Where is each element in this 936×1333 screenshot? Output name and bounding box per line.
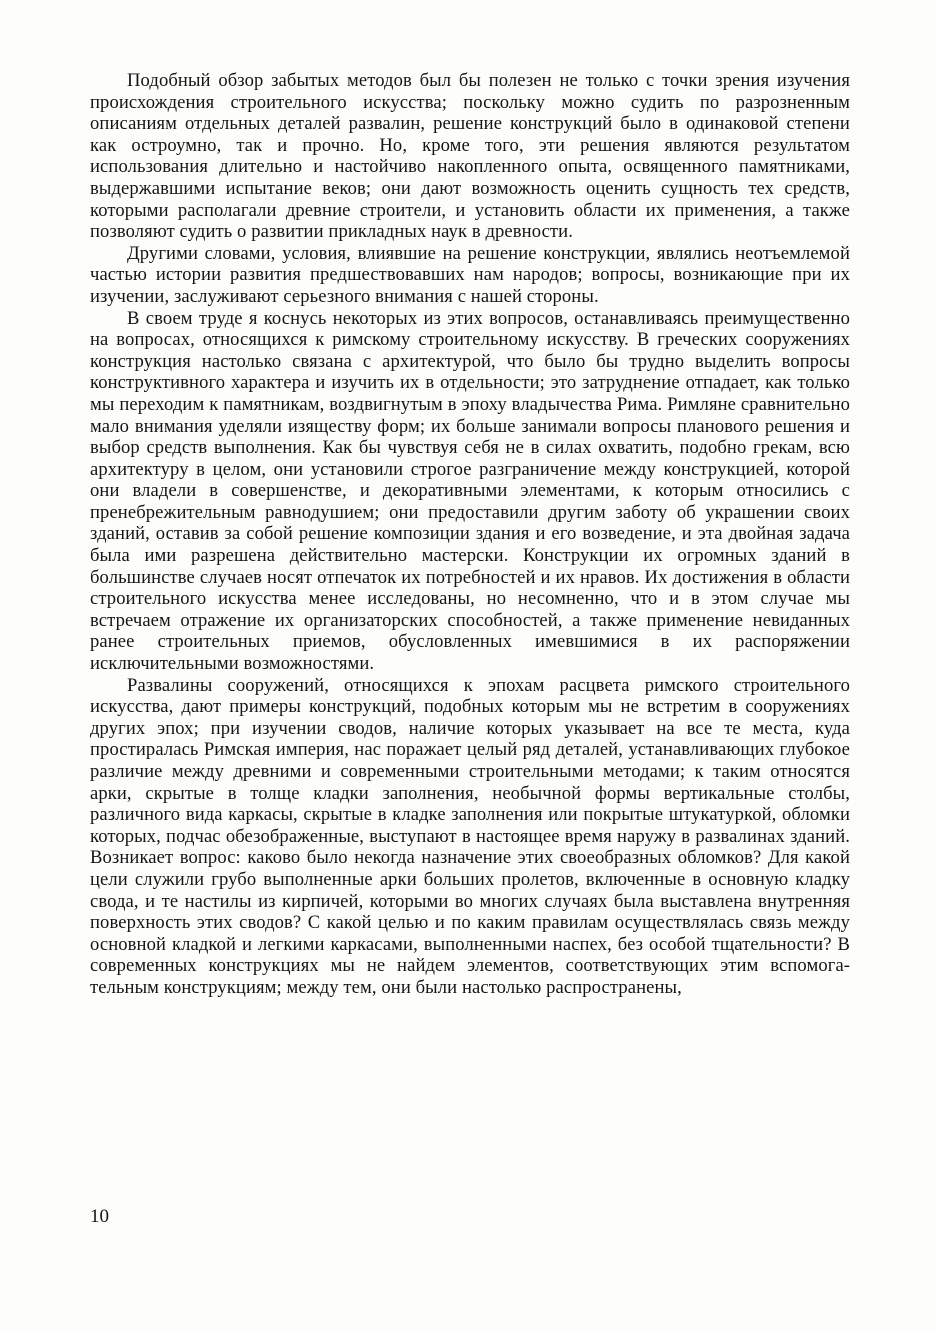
paragraph-1: Подобный обзор забытых методов был бы полезен не только с точки зрения изучения происхождения строительного искусства; поскольку можно судить по разрозненным описаниям отдельных деталей развалин, решение конструкций было в одинаковой степени как остроумно, так и прочно. Но, кроме того, эти решения являются результатом использования длительно и настойчиво накопленного опыта, освященного памятниками, выдержавшими испытание веков; они дают возможность оценить сущность тех средств, которыми располагали древние строители, и установить области их применения, а также позволяют судить о развитии прикладных наук в древности. [90, 70, 850, 243]
page-number: 10 [90, 1206, 109, 1227]
body-text [90, 70, 850, 999]
paragraph-3: В своем труде я коснусь некоторых из этих вопросов, останавливаясь преимущественно на вопросах, относящихся к римскому строительному искусству. В греческих сооружениях конструкция настолько связана с архитектурой, что было бы трудно выделить вопросы конструктивного характера и изучить их в отдельности; это затруднение отпадает, как только мы переходим к памятникам, воздвигнутым в эпоху владычества Рима. Римляне сравнительно мало внимания уделяли изяществу форм; их больше занимали вопросы планового решения и выбор средств выполнения. Как бы чувствуя себя не в силах охватить, подобно грекам, всю архитектуру в целом, они установили строгое разграничение между конструкцией, которой они владели в совершенстве, и декоративными элементами, к которым относились с пренебрежительным равнодушием; они предоставили другим заботу об украшении своих зданий, оставив за собой решение композиции здания и его возведение, и эта двойная задача была ими разрешена действительно мастерски. Конструкции их огромных зданий в большинстве случаев носят отпечаток их потребностей и их нравов. Их достижения в области строительного искусства менее исследованы, но несомненно, что и в этом случае мы встречаем отражение их организаторских способностей, а также применение невиданных ранее строительных приемов, обусловленных имевшимися в их распоряжении исключительными возможностями. [90, 307, 850, 675]
paragraph-4: Развалины сооружений, относящихся к эпохам расцвета римского строительного искусства, дают примеры конструкций, подобных которым мы не встретим в сооружениях других эпох; при изучении сводов, наличие которых указывает на все те места, куда простиралась Римская империя, нас поражает целый ряд деталей, устанавливающих глубокое различие между древними и современными строительными методами; к таким относятся арки, скрытые в толще кладки заполнения, необычной формы вертикальные столбы, различного вида каркасы, скрытые в кладке заполнения или покрытые штукатуркой, обломки которых, подчас обезображенные, выступают в настоящее время наружу в развалинах зданий. Возникает вопрос: каково было некогда назначение этих своеобразных обломков? Для какой цели служили грубо выполненные арки больших пролетов, включенные в основную кладку свода, и те настилы из кирпичей, которыми во многих случаях была выставлена внутренняя поверхность этих сводов? С какой целью и по каким правилам осуществлялась связь между основной кладкой и легкими каркасами, выполненными наспех, без особой тщательности? В современных конструкциях мы не найдем элементов, соответствующих этим вспомогательным конструкциям; между тем, они были настолько распространены, [90, 674, 850, 998]
paragraph-2: Другими словами, условия, влиявшие на решение конструкции, являлись неотъемлемой частью истории развития предшествовавших нам народов; вопросы, возникающие при их изучении, заслуживают серьезного внимания с нашей стороны. [90, 242, 850, 307]
